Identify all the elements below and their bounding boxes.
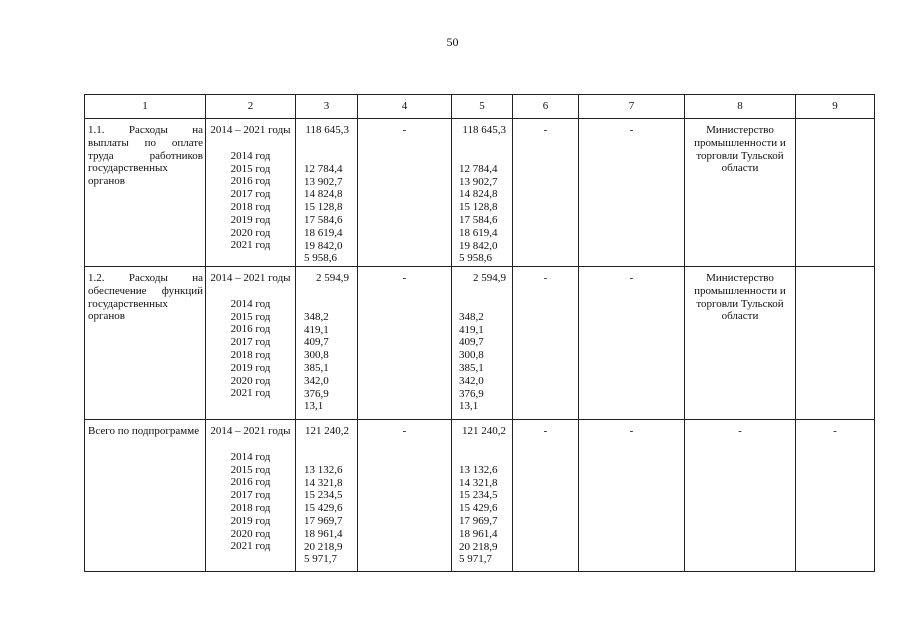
col4-cell: - xyxy=(358,420,452,572)
col3-cell xyxy=(296,420,358,572)
col3-value: 5 971,7 xyxy=(304,553,337,566)
header-cell: 8 xyxy=(685,95,796,119)
col4-cell: - xyxy=(358,267,452,420)
col5-value: 5 958,6 xyxy=(459,252,492,265)
year-label: 2018 год xyxy=(230,200,271,213)
col5-value: 348,2 xyxy=(459,310,484,323)
col3-value: 300,8 xyxy=(304,349,329,362)
year-label: 2019 год xyxy=(230,361,271,374)
col5-value: 20 218,9 xyxy=(459,540,498,553)
period-label: 2014 – 2021 годы xyxy=(210,425,291,437)
col3-value: 20 218,9 xyxy=(304,540,343,553)
period-label: 2014 – 2021 годы xyxy=(210,272,291,284)
row-description: Всего по подпрограмме xyxy=(88,425,200,437)
year-label: 2020 год xyxy=(230,527,271,540)
table-row xyxy=(85,119,875,267)
col3-value: 13 902,7 xyxy=(304,175,343,188)
year-label: 2018 год xyxy=(230,348,271,361)
year-label: 2015 год xyxy=(230,310,271,323)
col5-total: 118 645,3 xyxy=(462,124,506,136)
col5-value: 14 824,8 xyxy=(459,188,498,201)
col5-total: 121 240,2 xyxy=(462,425,506,437)
table-header-row xyxy=(85,95,875,119)
col5-value: 385,1 xyxy=(459,361,484,374)
col3-value: 19 842,0 xyxy=(304,239,343,252)
col3-value: 13 132,6 xyxy=(304,463,343,476)
header-cell: 4 xyxy=(358,95,452,119)
col3-value: 17 969,7 xyxy=(304,514,343,527)
col5-value: 13,1 xyxy=(459,400,479,413)
col5-cell xyxy=(452,119,513,267)
executor-cell: Министерство промышленности и торговли Тульской области xyxy=(685,267,796,420)
year-label: 2018 год xyxy=(230,501,271,514)
col5-value: 15 128,8 xyxy=(459,201,498,214)
period-cell xyxy=(206,119,296,267)
year-label: 2019 год xyxy=(230,213,271,226)
col5-cell xyxy=(452,267,513,420)
row-description-cell xyxy=(85,267,206,420)
col3-value: 15 128,8 xyxy=(304,201,343,214)
col5-value: 5 971,7 xyxy=(459,553,492,566)
header-cell: 9 xyxy=(796,95,875,119)
col5-value: 15 234,5 xyxy=(459,489,498,502)
col3-value: 385,1 xyxy=(304,361,329,374)
col5-value: 12 784,4 xyxy=(459,162,498,175)
year-label: 2016 год xyxy=(230,476,271,489)
header-cell: 5 xyxy=(452,95,513,119)
col3-value: 348,2 xyxy=(304,310,329,323)
col9-cell: - xyxy=(796,420,875,572)
col3-value: 18 619,4 xyxy=(304,226,343,239)
row-description-cell xyxy=(85,119,206,267)
row-description: 1.1. Расходы на выплаты по оплате труда работников государственных органов xyxy=(88,124,203,188)
col5-total: 2 594,9 xyxy=(473,272,506,284)
col5-value: 15 429,6 xyxy=(459,502,498,515)
year-label: 2017 год xyxy=(230,188,271,201)
year-label: 2021 год xyxy=(230,540,271,553)
col3-value: 5 958,6 xyxy=(304,252,337,265)
col7-cell: - xyxy=(579,119,685,267)
year-label: 2021 год xyxy=(230,387,271,400)
year-label: 2017 год xyxy=(230,336,271,349)
year-label: 2021 год xyxy=(230,239,271,252)
col6-cell: - xyxy=(513,267,579,420)
header-cell: 7 xyxy=(579,95,685,119)
year-label: 2020 год xyxy=(230,226,271,239)
col3-value: 17 584,6 xyxy=(304,213,343,226)
executor-cell: - xyxy=(685,420,796,572)
row-description: 1.2. Расходы на обеспечение функций государственных органов xyxy=(88,272,203,323)
col5-value: 376,9 xyxy=(459,387,484,400)
col3-total: 121 240,2 xyxy=(305,425,349,437)
col5-value: 409,7 xyxy=(459,336,484,349)
col3-value: 14 824,8 xyxy=(304,188,343,201)
col6-cell: - xyxy=(513,420,579,572)
col7-cell: - xyxy=(579,267,685,420)
col5-value: 13 902,7 xyxy=(459,175,498,188)
col5-cell xyxy=(452,420,513,572)
col3-value: 409,7 xyxy=(304,336,329,349)
period-cell xyxy=(206,267,296,420)
col5-value: 300,8 xyxy=(459,349,484,362)
year-label: 2015 год xyxy=(230,162,271,175)
col9-cell xyxy=(796,119,875,267)
col5-value: 18 961,4 xyxy=(459,527,498,540)
table-row xyxy=(85,420,875,572)
page-number: 50 xyxy=(446,35,459,49)
col4-cell: - xyxy=(358,119,452,267)
col5-value: 419,1 xyxy=(459,323,484,336)
col6-cell: - xyxy=(513,119,579,267)
header-cell: 3 xyxy=(296,95,358,119)
col3-value: 18 961,4 xyxy=(304,527,343,540)
col3-total: 2 594,9 xyxy=(316,272,349,284)
col3-value: 342,0 xyxy=(304,374,329,387)
header-cell: 6 xyxy=(513,95,579,119)
col9-cell xyxy=(796,267,875,420)
col5-value: 13 132,6 xyxy=(459,463,498,476)
year-label: 2014 год xyxy=(230,297,271,310)
header-cell: 1 xyxy=(85,95,206,119)
col3-value: 15 429,6 xyxy=(304,502,343,515)
header-cell: 2 xyxy=(206,95,296,119)
col5-value: 17 584,6 xyxy=(459,213,498,226)
year-label: 2019 год xyxy=(230,514,271,527)
col5-value: 18 619,4 xyxy=(459,226,498,239)
col5-value: 19 842,0 xyxy=(459,239,498,252)
col3-value: 15 234,5 xyxy=(304,489,343,502)
budget-table xyxy=(84,94,875,572)
col3-value: 12 784,4 xyxy=(304,162,343,175)
col3-value: 13,1 xyxy=(304,400,324,413)
col3-value: 419,1 xyxy=(304,323,329,336)
period-label: 2014 – 2021 годы xyxy=(210,124,291,136)
row-description-cell xyxy=(85,420,206,572)
year-label: 2015 год xyxy=(230,463,271,476)
col3-value: 14 321,8 xyxy=(304,476,343,489)
col3-cell xyxy=(296,119,358,267)
col5-value: 14 321,8 xyxy=(459,476,498,489)
col5-value: 342,0 xyxy=(459,374,484,387)
year-label: 2017 год xyxy=(230,489,271,502)
col3-cell xyxy=(296,267,358,420)
executor-cell: Министерство промышленности и торговли Тульской области xyxy=(685,119,796,267)
table-row xyxy=(85,267,875,420)
year-label: 2014 год xyxy=(230,450,271,463)
period-cell xyxy=(206,420,296,572)
year-label: 2016 год xyxy=(230,175,271,188)
col3-total: 118 645,3 xyxy=(305,124,349,136)
col5-value: 17 969,7 xyxy=(459,514,498,527)
col3-value: 376,9 xyxy=(304,387,329,400)
year-label: 2014 год xyxy=(230,149,271,162)
year-label: 2016 год xyxy=(230,323,271,336)
col7-cell: - xyxy=(579,420,685,572)
year-label: 2020 год xyxy=(230,374,271,387)
